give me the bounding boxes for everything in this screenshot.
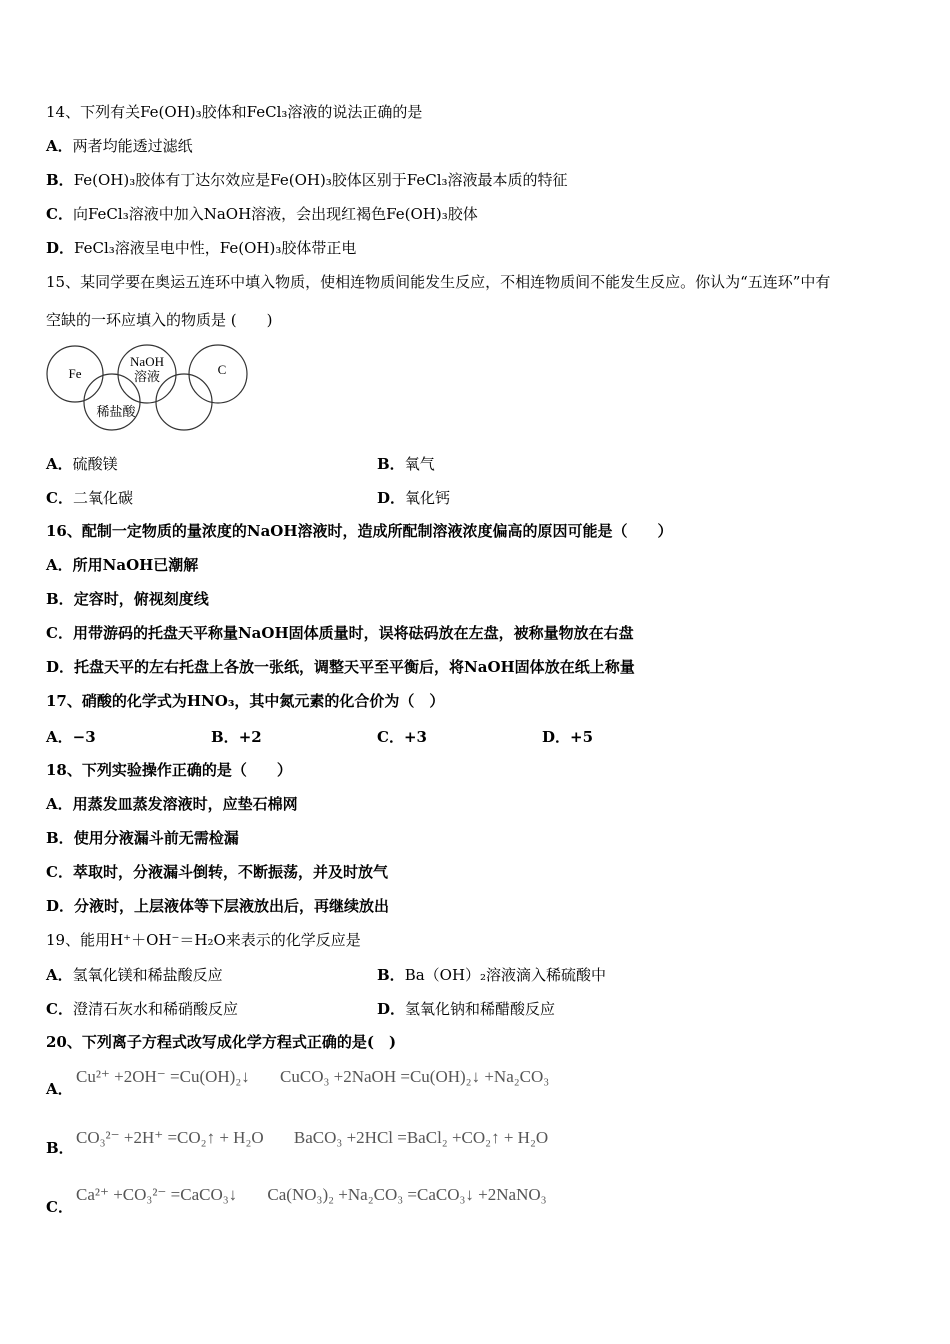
q20-option-c-equations [76, 1185, 547, 1205]
ionic-equation: Ca²⁺ +CO₃²⁻ =CaCO₃↓ [76, 1185, 238, 1204]
option-label: D． [377, 1000, 406, 1018]
option-text: 分液时，上层液体等下层液放出后，再继续放出 [74, 897, 390, 915]
option-text: 澄清石灰水和稀硝酸反应 [72, 1000, 238, 1018]
q14-option-a [46, 136, 193, 156]
option-text: 用带游码的托盘天平称量NaOH固体质量时，误将砝码放在左盘，被称量物放在右盘 [72, 624, 634, 642]
option-text: 氧气 [404, 455, 435, 473]
option-text: 用蒸发皿蒸发溶液时，应垫石棉网 [72, 795, 298, 813]
q17-options [46, 726, 906, 746]
q17-option-b [211, 726, 262, 747]
option-label: A． [46, 556, 73, 574]
option-text: 二氧化碳 [72, 489, 133, 507]
option-text: 定容时，俯视刻度线 [73, 590, 209, 608]
q20-option-a-label: A． [46, 1080, 73, 1098]
option-text: 托盘天平的左右托盘上各放一张纸，调整天平至平衡后，将NaOH固体放在纸上称量 [74, 658, 635, 676]
option-text: 硫酸镁 [72, 455, 118, 473]
option-text: +3 [403, 728, 427, 746]
option-label: B． [377, 455, 405, 473]
option-text: 两者均能透过滤纸 [72, 137, 193, 155]
q15-option-b [377, 453, 435, 474]
option-label: B． [46, 590, 74, 608]
ring-naoh-label2: 溶液 [133, 369, 161, 384]
option-label: B． [46, 171, 74, 189]
option-label: C． [46, 863, 73, 881]
option-label: B． [46, 829, 74, 847]
ring-empty [156, 374, 212, 430]
q19-option-b [377, 964, 606, 985]
molecular-equation: Ca(NO₃)₂ +Na₂CO₃ =CaCO₃↓ +2NaNO₃ [267, 1185, 547, 1204]
option-label: A． [46, 137, 73, 155]
ring-acid [84, 374, 140, 430]
q20-option-b-equations [76, 1128, 548, 1148]
q15-stem-line2: 空缺的一环应填入的物质是 ( ) [46, 311, 273, 329]
q17-option-c [377, 726, 427, 747]
option-text: +5 [570, 728, 594, 746]
option-label: D． [542, 728, 571, 746]
q15-options-row1 [46, 453, 906, 473]
q19-stem: 19、能用H⁺＋OH⁻＝H₂O来表示的化学反应是 [46, 931, 361, 949]
q20-option-c-label: C． [46, 1198, 73, 1216]
option-label: C． [46, 489, 73, 507]
q18-option-d [46, 896, 389, 916]
olympic-rings-diagram [46, 342, 256, 438]
q16-stem: 16、配制一定物质的量浓度的NaOH溶液时，造成所配制溶液浓度偏高的原因可能是（ ） [46, 522, 673, 540]
option-text: 向FeCl₃溶液中加入NaOH溶液，会出现红褐色Fe(OH)₃胶体 [72, 205, 478, 223]
option-text: Fe(OH)₃胶体有丁达尔效应是Fe(OH)₃胶体区别于FeCl₃溶液最本质的特征 [73, 171, 568, 189]
option-text: 氢氧化钠和稀醋酸反应 [405, 1000, 556, 1018]
q16-option-a [46, 555, 198, 575]
option-label: A． [46, 966, 73, 984]
option-label: A． [46, 728, 73, 746]
ionic-equation: Cu²⁺ +2OH⁻ =Cu(OH)₂↓ [76, 1067, 250, 1086]
option-label: A． [46, 455, 73, 473]
option-label: C． [46, 205, 73, 223]
option-text: −3 [72, 728, 96, 746]
q15-option-c [46, 487, 133, 508]
q18-option-a [46, 794, 298, 814]
option-text: FeCl₃溶液呈电中性，Fe(OH)₃胶体带正电 [74, 239, 357, 257]
q20-stem: 20、下列离子方程式改写成化学方程式正确的是( ) [46, 1033, 397, 1051]
q17-option-d [542, 726, 593, 747]
option-text: 氧化钙 [405, 489, 451, 507]
option-text: 氢氧化镁和稀盐酸反应 [72, 966, 223, 984]
q19-option-a [46, 964, 223, 985]
q20-option-a-equations [76, 1067, 549, 1087]
ring-acid-label: 稀盐酸 [96, 404, 136, 419]
option-text: 所用NaOH已潮解 [72, 556, 199, 574]
ionic-equation: CO₃²⁻ +2H⁺ =CO₂↑ + H₂O [76, 1128, 264, 1147]
molecular-equation: BaCO₃ +2HCl =BaCl₂ +CO₂↑ + H₂O [293, 1128, 549, 1147]
option-label: D． [377, 489, 406, 507]
option-text: Ba（OH）₂溶液滴入稀硫酸中 [404, 966, 607, 984]
q19-options-row2 [46, 998, 906, 1018]
q19-options-row1 [46, 964, 906, 984]
q15-options-row2 [46, 487, 906, 507]
q20-option-b-label: B． [46, 1139, 74, 1157]
option-label: D． [46, 897, 75, 915]
option-text: 萃取时，分液漏斗倒转，不断振荡，并及时放气 [72, 863, 388, 881]
q14-stem: 14、下列有关Fe(OH)₃胶体和FeCl₃溶液的说法正确的是 [46, 103, 423, 121]
q17-stem: 17、硝酸的化学式为HNO₃，其中氮元素的化合价为（ ） [46, 692, 445, 710]
option-label: B． [377, 966, 405, 984]
q18-stem: 18、下列实验操作正确的是（ ） [46, 761, 292, 779]
q16-option-b [46, 589, 209, 609]
q17-option-a [46, 726, 96, 747]
q16-option-c [46, 623, 634, 643]
q14-option-b [46, 170, 568, 190]
option-label: D． [46, 658, 75, 676]
option-text: +2 [238, 728, 262, 746]
option-label: B． [211, 728, 239, 746]
option-label: A． [46, 795, 73, 813]
q15-stem-line1: 15、某同学要在奥运五连环中填入物质，使相连物质间能发生反应，不相连物质间不能发生反应。你认为“五连环”中有 [46, 273, 831, 291]
q15-option-a [46, 453, 118, 474]
ring-fe-label: Fe [68, 366, 82, 381]
q18-option-b [46, 828, 239, 848]
option-label: D． [46, 239, 75, 257]
q14-option-c [46, 204, 478, 224]
q15-option-d [377, 487, 450, 508]
q19-option-c [46, 998, 238, 1019]
q16-option-d [46, 657, 635, 677]
q19-option-d [377, 998, 555, 1019]
option-label: C． [46, 624, 73, 642]
ring-c-label: C [217, 362, 227, 377]
molecular-equation: CuCO₃ +2NaOH =Cu(OH)₂↓ +Na₂CO₃ [280, 1067, 550, 1086]
q14-option-d [46, 238, 356, 258]
ring-naoh-label: NaOH [130, 354, 164, 369]
option-label: C． [46, 1000, 73, 1018]
option-text: 使用分液漏斗前无需检漏 [73, 829, 239, 847]
q18-option-c [46, 862, 388, 882]
option-label: C． [377, 728, 404, 746]
